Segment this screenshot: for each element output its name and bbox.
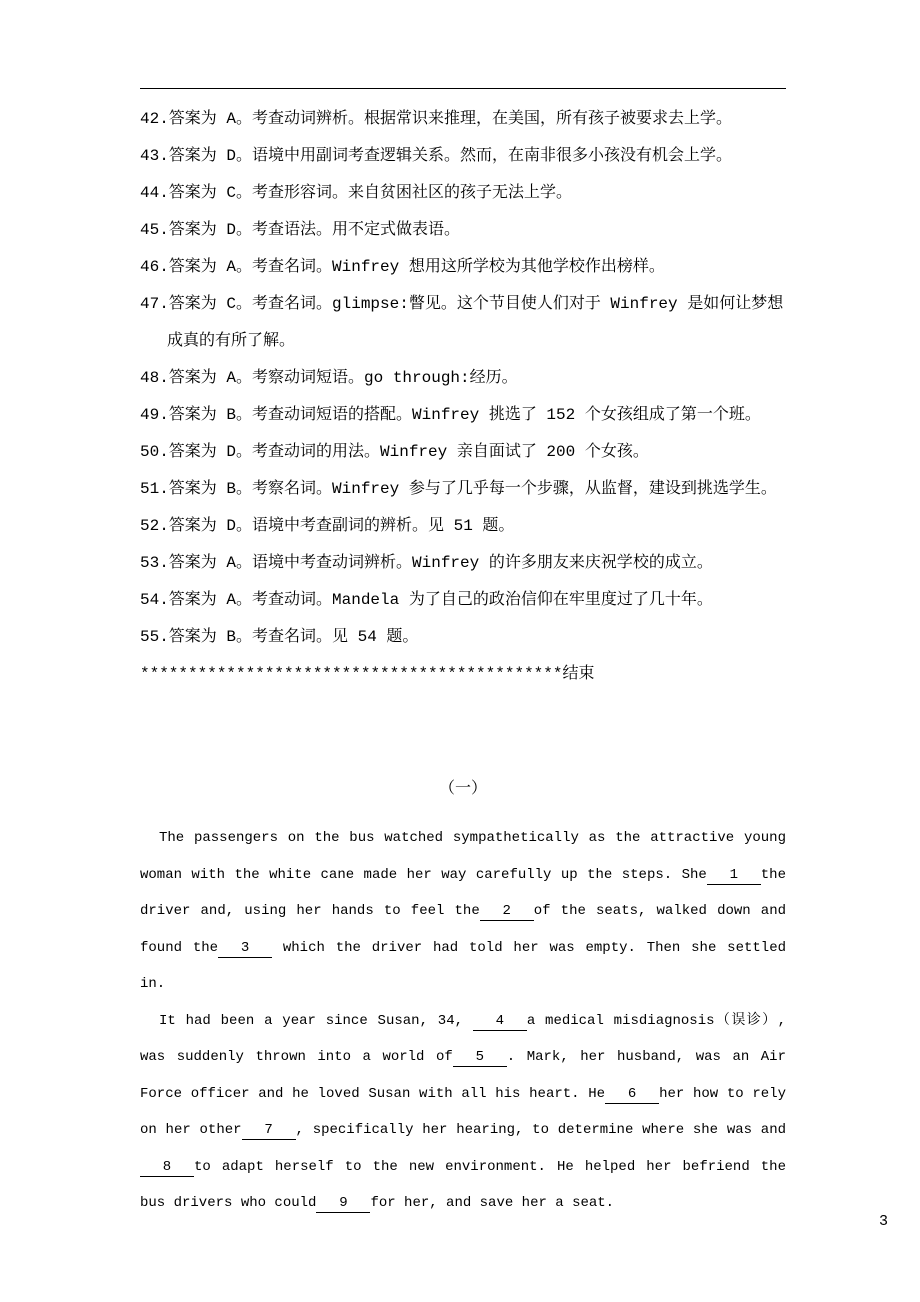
answer-item: 49.答案为 B。考查动词短语的搭配。Winfrey 挑选了 152 个女孩组成了第一个班。 [140, 406, 761, 424]
answer-item: 52.答案为 D。语境中考查副词的辨析。见 51 题。 [140, 517, 515, 535]
answer-item: 46.答案为 A。考查名词。Winfrey 想用这所学校为其他学校作出榜样。 [140, 258, 665, 276]
cloze-blank: 2 [480, 902, 534, 921]
answer-item: 43.答案为 D。语境中用副词考查逻辑关系。然而，在南非很多小孩没有机会上学。 [140, 147, 733, 165]
cloze-blank: 9 [316, 1194, 370, 1213]
answer-item: 44.答案为 C。考查形容词。来自贫困社区的孩子无法上学。 [140, 184, 573, 202]
answer-item: 45.答案为 D。考查语法。用不定式做表语。 [140, 221, 461, 239]
page-number: 3 [878, 1213, 888, 1230]
answer-item: 50.答案为 D。考查动词的用法。Winfrey 亲自面试了 200 个女孩。 [140, 443, 649, 461]
answer-item: 55.答案为 B。考查名词。见 54 题。 [140, 628, 419, 646]
answer-list [140, 101, 786, 656]
cloze-passage [140, 820, 786, 1222]
cloze-blank: 4 [473, 1012, 527, 1031]
answer-item: 47.答案为 C。考查名词。glimpse:瞥见。这个节目使人们对于 Winfrey 是如何让梦想成真的有所了解。 [140, 295, 784, 350]
cloze-blank: 7 [242, 1121, 296, 1140]
cloze-blank: 8 [140, 1158, 194, 1177]
header-rule [140, 88, 786, 89]
answer-item: 54.答案为 A。考查动词。Mandela 为了自己的政治信仰在牢里度过了几十年。 [140, 591, 713, 609]
section-title: （一） [438, 780, 487, 798]
cloze-blank: 6 [605, 1085, 659, 1104]
passage-paragraph: It had been a year since Susan, 34, 4 a medical misdiagnosis（误诊）, was suddenly thrown into a world of 5 . Mark, her husband, was an Air Force officer and he loved Susan with all his heart. He 6 her how to rely on her other 7 , specifically her hearing, to determine where she was and8 to adapt herself to the new environment. He helped her befriend the bus drivers who could 9 for her, and save her a seat. [140, 1012, 787, 1211]
answer-item: 53.答案为 A。语境中考查动词辨析。Winfrey 的许多朋友来庆祝学校的成立。 [140, 554, 713, 572]
answer-item: 48.答案为 A。考察动词短语。go through:经历。 [140, 369, 518, 387]
passage-paragraph: The passengers on the bus watched sympathetically as the attractive young woman with the white cane made her way carefully up the steps. She 1 the driver and, using her hands to feel the 2 of the seats, walked down and found the 3 which the driver had told her was empty. Then she settled in. [140, 830, 787, 992]
end-separator: ********************************************结束 [140, 665, 595, 683]
answer-item: 51.答案为 B。考察名词。Winfrey 参与了几乎每一个步骤，从监督，建设到挑选学生。 [140, 480, 777, 498]
answer-item: 42.答案为 A。考查动词辨析。根据常识来推理，在美国，所有孩子被要求去上学。 [140, 110, 733, 128]
cloze-blank: 5 [453, 1048, 507, 1067]
cloze-blank: 3 [218, 939, 272, 958]
cloze-blank: 1 [707, 866, 761, 885]
